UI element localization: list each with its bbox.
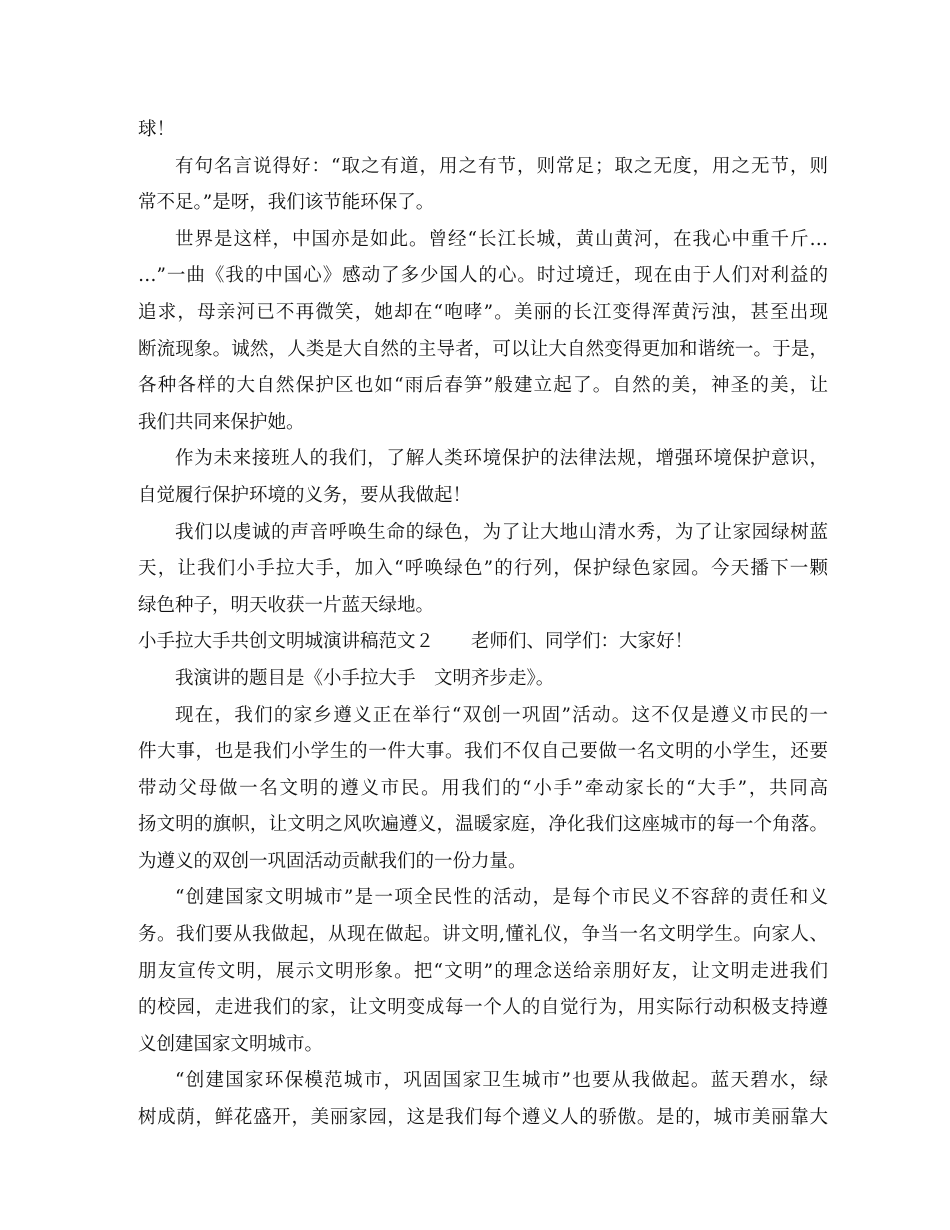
text-line: 朋友宣传文明，展示文明形象。把“文明”的理念送给亲朋好友，让文明走进我们 <box>138 960 828 982</box>
text-line: 扬文明的旗帜，让文明之风吹遍遵义，温暖家庭，净化我们这座城市的每一个角落。 <box>138 814 828 836</box>
text-line: 带动父母做一名文明的遵义市民。用我们的“小手”牵动家长的“大手”，共同高 <box>138 777 828 799</box>
text-line: “创建国家环保模范城市，巩固国家卫生城市”也要从我做起。蓝天碧水，绿 <box>175 1070 828 1092</box>
text-line: 件大事，也是我们小学生的一件大事。我们不仅自己要做一名文明的小学生，还要 <box>138 741 828 763</box>
document-body <box>138 112 828 1137</box>
text-line: 现在，我们的家乡遵义正在举行“双创一巩固”活动。这不仅是遵义市民的一 <box>175 704 828 726</box>
text-line: 树成荫，鲜花盛开，美丽家园，这是我们每个遵义人的骄傲。是的，城市美丽靠大 <box>138 1107 828 1129</box>
text-line: 作为未来接班人的我们，了解人类环境保护的法律法规，增强环境保护意识， <box>175 448 828 470</box>
text-line: …”一曲《我的中国心》感动了多少国人的心。时过境迁，现在由于人们对利益的 <box>138 265 828 287</box>
text-line: 球！ <box>138 119 176 140</box>
text-line: 自觉履行保护环境的义务，要从我做起！ <box>138 484 472 506</box>
text-line: 我们共同来保护她。 <box>138 411 305 433</box>
text-line: 我们以虔诚的声音呼唤生命的绿色，为了让大地山清水秀，为了让家园绿树蓝 <box>175 521 828 543</box>
text-line: 天，让我们小手拉大手，加入“呼唤绿色”的行列，保护绿色家园。今天播下一颗 <box>138 558 828 580</box>
text-line: 断流现象。诚然，人类是大自然的主导者，可以让大自然变得更加和谐统一。于是， <box>138 338 828 360</box>
text-line: 的校园，走进我们的家，让文明变成每一个人的自觉行为，用实际行动积极支持遵 <box>138 997 828 1019</box>
text-line: 常不足。”是呀，我们该节能环保了。 <box>138 192 435 214</box>
text-line: 我演讲的题目是《小手拉大手 文明齐步走》。 <box>175 667 555 689</box>
text-line: 为遵义的双创一巩固活动贡献我们的一份力量。 <box>138 850 527 872</box>
text-line: 追求，母亲河已不再微笑，她却在“咆哮”。美丽的长江变得浑黄污浊，甚至出现 <box>138 301 828 323</box>
text-line: 义创建国家文明城市。 <box>138 1033 324 1055</box>
text-line: 世界是这样，中国亦是如此。曾经“长江长城，黄山黄河，在我心中重千斤… <box>175 228 828 250</box>
text-line: 有句名言说得好：“取之有道，用之有节，则常足；取之无度，用之无节，则 <box>175 155 828 177</box>
text-line: 绿色种子，明天收获一片蓝天绿地。 <box>138 594 435 616</box>
section-heading-line: 小手拉大手共创文明城演讲稿范文２ 老师们、同学们：大家好！ <box>138 631 694 653</box>
text-line: 各种各样的大自然保护区也如“雨后春笋”般建立起了。自然的美，神圣的美，让 <box>138 375 828 397</box>
text-line: 务。我们要从我做起，从现在做起。讲文明,懂礼仪，争当一名文明学生。向家人、 <box>138 924 828 946</box>
text-line: “创建国家文明城市”是一项全民性的活动，是每个市民义不容辞的责任和义 <box>175 887 828 909</box>
